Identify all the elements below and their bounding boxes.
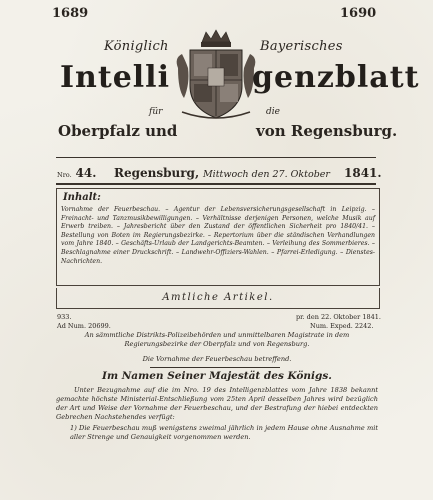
- decree-item-1: 1) Die Feuerbeschau muß wenigstens zweimal jährlich in jedem Hause ohne Ausnahme mit aller Strenge und Genauigkeit vorgenommen werden.: [70, 424, 378, 441]
- issue-number: [57, 166, 96, 180]
- inhalt-text: Vornahme der Feuerbeschau. – Agentur der Lebensversicherungsgesellschaft in Leipzig. – Freinacht- und Tanzmusikbewilligungen. – Verhältnisse derjenigen Personen, welche Musik auf Erwerb treiben. – Jahresbericht über den Zustand der öffentlichen Sicherheit pro 1840/41. – Bestellung von Boten im Regierungsbezirke. – Repertorium über die ständischen Verhandlungen vom Jahre 1840. – Geschäfts-Urlaub der Landgerichts-Beamten. – Verleihung des Sommerbieres. – Beschlagnahme einer Druckschrift. – Landwehr-Offiziers-Wahlen. – Pfarrei-Erledigung. – Dienstes-Nachrichten.: [61, 206, 375, 265]
- decree-heading: Im Namen Seiner Majestät des Königs.: [102, 370, 332, 382]
- decree-paragraph: Unter Bezugnahme auf die im Nro. 19 des Intelligenzblattes vom Jahre 1838 bekannt gemachte höchste Ministerial-Entschließung vom 25ten April desselben Jahres wird bezüglich der Art und Weise der Vornahme der Feuerbeschau, und der Bestrafung der hiebei entdeckten Gebrechen Nachstehendes verfügt:: [56, 386, 378, 421]
- ref-date: pr. den 22. Oktober 1841.: [296, 313, 381, 321]
- bavarian-coat-of-arms-icon: [172, 28, 260, 124]
- title-koeniglich: Königlich: [104, 39, 169, 54]
- issue-number-label: Nro.: [57, 171, 72, 179]
- region-left: Oberpfalz und: [58, 122, 178, 140]
- divider-top: [56, 157, 376, 158]
- divider-short: [150, 367, 280, 368]
- ref-ad-num: Ad Num. 20699.: [57, 322, 111, 330]
- inhalt-box: [56, 188, 380, 286]
- title-intelli: Intelli: [60, 60, 170, 95]
- ref-number: 933.: [57, 313, 72, 321]
- divider-issue: [56, 183, 376, 185]
- title-fuer: für: [149, 107, 163, 117]
- ref-num-exped: Num. Exped. 2242.: [310, 322, 374, 330]
- issue-date-text: Mittwoch den 27. Oktober: [202, 169, 330, 180]
- issue-date: [114, 166, 330, 180]
- title-bayerisches: Bayerisches: [260, 39, 343, 54]
- region-right: von Regensburg.: [256, 122, 398, 140]
- ref-subject: Die Vornahme der Feuerbeschau betreffend.: [142, 355, 292, 363]
- issue-place: Regensburg,: [114, 166, 200, 180]
- ref-address: An sämmtliche Distrikts-Polizeibehörden und unmittelbaren Magistrate in dem Regierungsbezirke der Oberpfalz und von Regensburg.: [84, 331, 350, 348]
- amtliche-artikel-label: Amtliche Artikel.: [162, 292, 274, 303]
- amtliche-artikel-box: [56, 288, 380, 309]
- issue-number-value: 44.: [75, 166, 97, 180]
- page-number-right: 1690: [340, 6, 377, 21]
- page-number-left: 1689: [52, 6, 89, 21]
- title-genzblatt: genzblatt: [252, 60, 420, 95]
- issue-year: 1841.: [344, 166, 382, 180]
- inhalt-title: Inhalt:: [63, 192, 101, 203]
- title-die: die: [266, 107, 280, 117]
